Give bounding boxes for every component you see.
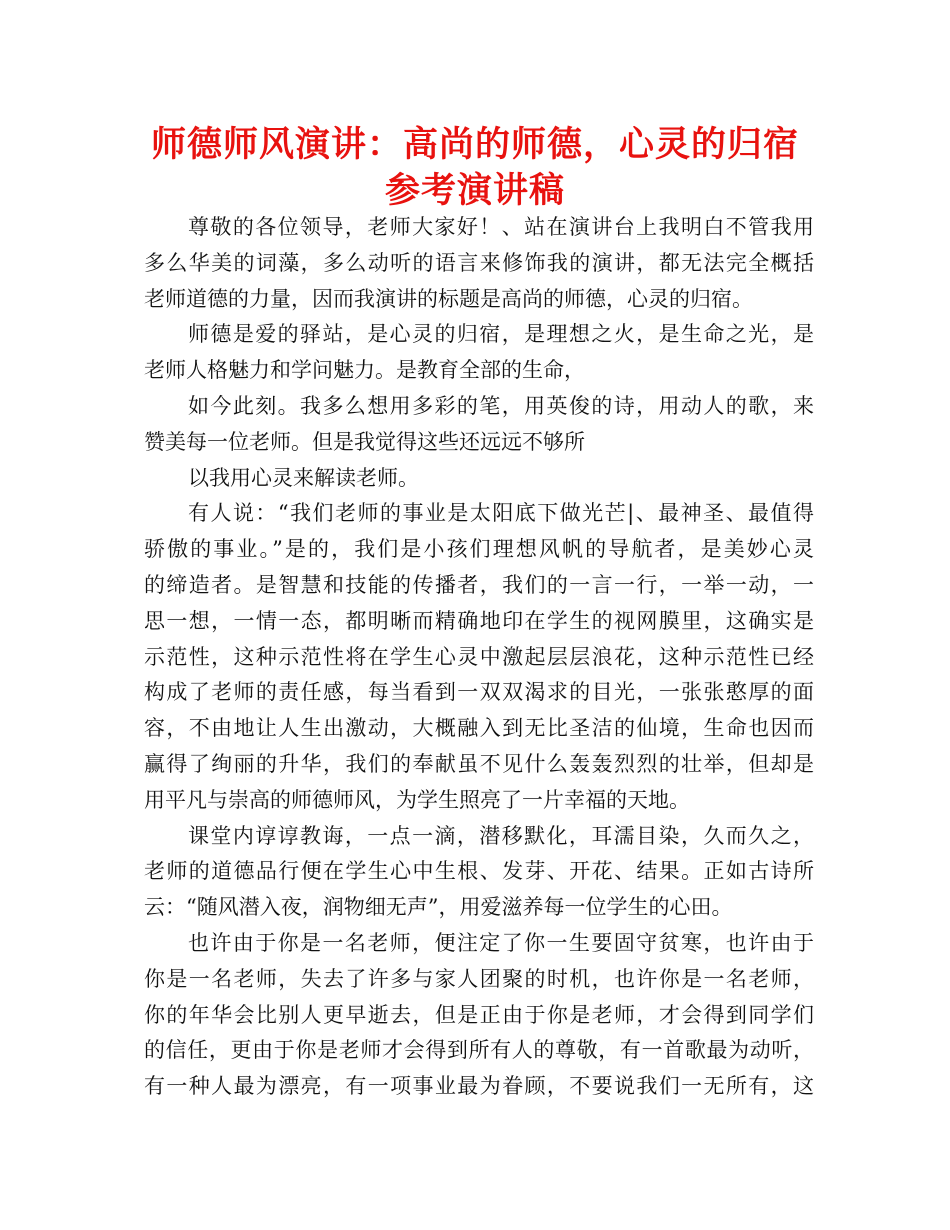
text-line: 用平凡与崇高的师德师风，为学生照亮了一片幸福的天地。 <box>144 787 690 812</box>
text-line: 赢得了绚丽的升华，我们的奉献虽不见什么轰轰烈烈的壮举，但却是 <box>144 751 814 776</box>
text-line: 容，不由地让人生出激动，大概融入到无比圣洁的仙境，生命也因而 <box>144 716 814 741</box>
text-line: 老师的道德品行便在学生心中生根、发芽、开花、结果。正如古诗所 <box>144 859 814 884</box>
text-line: 课堂内谆谆教诲，一点一滴，潜移默化，耳濡目染，久而久之， <box>188 823 814 848</box>
text-line: 师德是爱的驿站，是心灵的归宿，是理想之火，是生命之光，是 <box>188 322 814 347</box>
text-line: 你的年华会比别人更早逝去，但是正由于你是老师，才会得到同学们 <box>144 1002 814 1027</box>
text-line: 多么华美的词藻，多么动听的语言来修饰我的演讲，都无法完全概括 <box>144 250 814 275</box>
text-line: 有一种人最为漂亮，有一项事业最为眷顾，不要说我们一无所有，这 <box>144 1074 814 1099</box>
document-body <box>144 210 814 1105</box>
text-line: 构成了老师的责任感，每当看到一双双渴求的目光，一张张憨厚的面 <box>144 680 814 705</box>
text-line: 的缔造者。是智慧和技能的传播者，我们的一言一行，一举一动，一 <box>144 572 814 597</box>
text-line: 的信任，更由于你是老师才会得到所有人的尊敬，有一首歌最为动听， <box>144 1038 814 1063</box>
text-line: 如今此刻。我多么想用多彩的笔，用英俊的诗，用动人的歌，来 <box>188 393 814 418</box>
text-line: 老师道德的力量，因而我演讲的标题是高尚的师德，心灵的归宿。 <box>144 286 753 311</box>
text-line: 你是一名老师，失去了许多与家人团聚的时机，也许你是一名老师， <box>144 966 814 991</box>
text-line: 示范性，这种示范性将在学生心灵中激起层层浪花，这种示范性已经 <box>144 644 814 669</box>
text-line: 以我用心灵来解读老师。 <box>188 465 419 490</box>
text-line: 有人说：“我们老师的事业是太阳底下做光芒|、最神圣、最值得 <box>188 501 814 526</box>
document-title-line-2: 参考演讲稿 <box>384 171 565 211</box>
text-line: 赞美每一位老师。但是我觉得这些还远远不够所 <box>144 429 585 454</box>
text-line: 云：“随风潜入夜，润物细无声”，用爱滋养每一位学生的心田。 <box>144 895 733 920</box>
text-line: 思一想，一情一态，都明晰而精确地印在学生的视网膜里，这确实是 <box>144 608 814 633</box>
text-line: 也许由于你是一名老师，便注定了你一生要固守贫寒，也许由于 <box>188 930 814 955</box>
document-title-line-1: 师德师风演讲：高尚的师德，心灵的归宿 <box>150 125 799 165</box>
text-line: 尊敬的各位领导，老师大家好！、站在演讲台上我明白不管我用 <box>188 215 814 239</box>
text-line: 骄傲的事业。”是的，我们是小孩们理想风帆的导航者，是美妙心灵 <box>144 537 814 562</box>
text-line: 老师人格魅力和学问魅力。是教育全部的生命， <box>144 358 585 383</box>
